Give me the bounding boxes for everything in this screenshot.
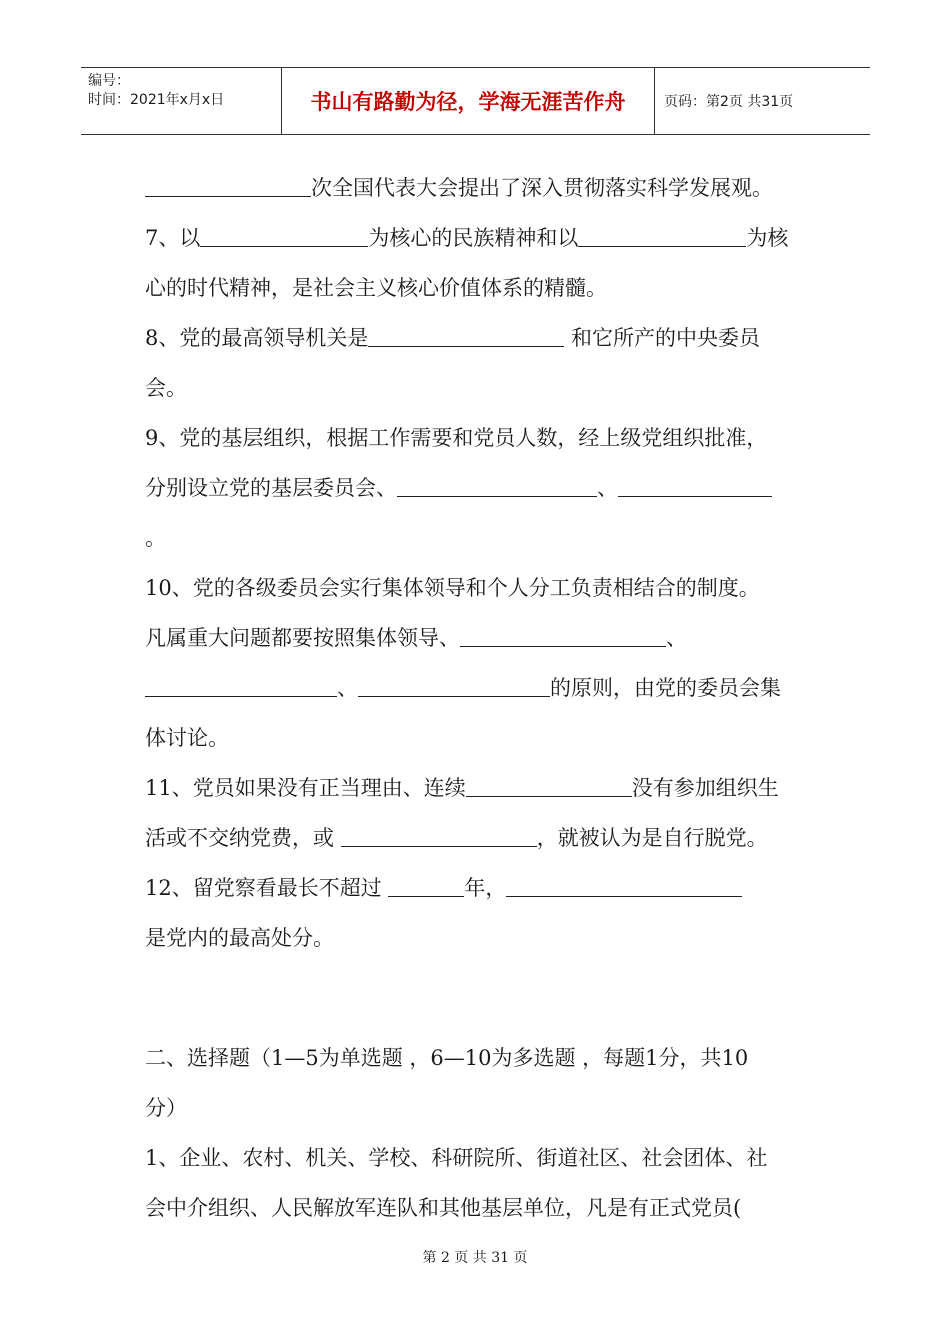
- choice-question-1: 1、企业、农村、机关、学校、科研院所、街道社区、社会团体、社: [145, 1146, 768, 1170]
- question-9: 9、党的基层组织，根据工作需要和党员人数，经上级党组织批准，: [145, 426, 768, 450]
- fill-blank: [341, 824, 537, 847]
- text-line: 次全国代表大会提出了深入贯彻落实科学发展观。: [145, 163, 825, 213]
- text-line: 会。: [145, 376, 187, 400]
- fill-blank: [618, 474, 772, 497]
- fill-blank: [506, 874, 742, 897]
- section-gap: [145, 963, 825, 1033]
- text-line: 心的时代精神，是社会主义核心价值体系的精髓。: [145, 276, 607, 300]
- fill-blank: [460, 624, 666, 647]
- question-10: 10、党的各级委员会实行集体领导和个人分工负责相结合的制度。: [145, 576, 760, 600]
- fill-blank: [200, 224, 368, 247]
- fill-blank: [145, 674, 337, 697]
- header-motto: 书山有路勤为径，学海无涯苦作舟: [282, 68, 655, 134]
- question-12: 12、留党察看最长不超过 年，: [145, 863, 825, 913]
- fill-blank: [466, 774, 632, 797]
- header-page-info: 页码：第2页 共31页: [664, 94, 794, 110]
- fill-blank: [145, 174, 311, 197]
- text-line: 分）: [145, 1096, 187, 1120]
- text-line: 分别设立党的基层委员会、 、: [145, 463, 825, 513]
- fill-blank: [578, 224, 746, 247]
- text-line: 。: [145, 526, 166, 550]
- header-meta: [81, 68, 282, 134]
- text-line: 体讨论。: [145, 726, 229, 750]
- document-date: 时间：2021年x月x日: [88, 92, 225, 108]
- text-line: 、 的原则，由党的委员会集: [145, 663, 825, 713]
- text-line: 会中介组织、人民解放军连队和其他基层单位，凡是有正式党员(: [145, 1196, 742, 1220]
- section-heading: 二、选择题（1—5为单选题 ，6—10为多选题 ，每题1分，共10: [145, 1046, 749, 1070]
- text-line: 凡属重大问题都要按照集体领导、 、: [145, 626, 687, 650]
- fill-blank: [358, 674, 550, 697]
- question-7: 7、以 为核心的民族精神和以 为核: [145, 226, 789, 250]
- document-body: [145, 163, 825, 1233]
- page-footer: 第 2 页 共 31 页: [422, 1250, 528, 1266]
- fill-blank: [388, 874, 464, 897]
- fill-blank: [368, 324, 564, 347]
- document-number-label: 编号：: [88, 73, 130, 89]
- text-line: 活或不交纳党费，或 ，就被认为是自行脱党。: [145, 826, 768, 850]
- question-8: 8、党的最高领导机关是 和它所产的中央委员: [145, 326, 761, 350]
- question-11: 11、党员如果没有正当理由、连续 没有参加组织生: [145, 776, 779, 800]
- fill-blank: [397, 474, 597, 497]
- page-header: [81, 67, 870, 135]
- text-line: 是党内的最高处分。: [145, 926, 334, 950]
